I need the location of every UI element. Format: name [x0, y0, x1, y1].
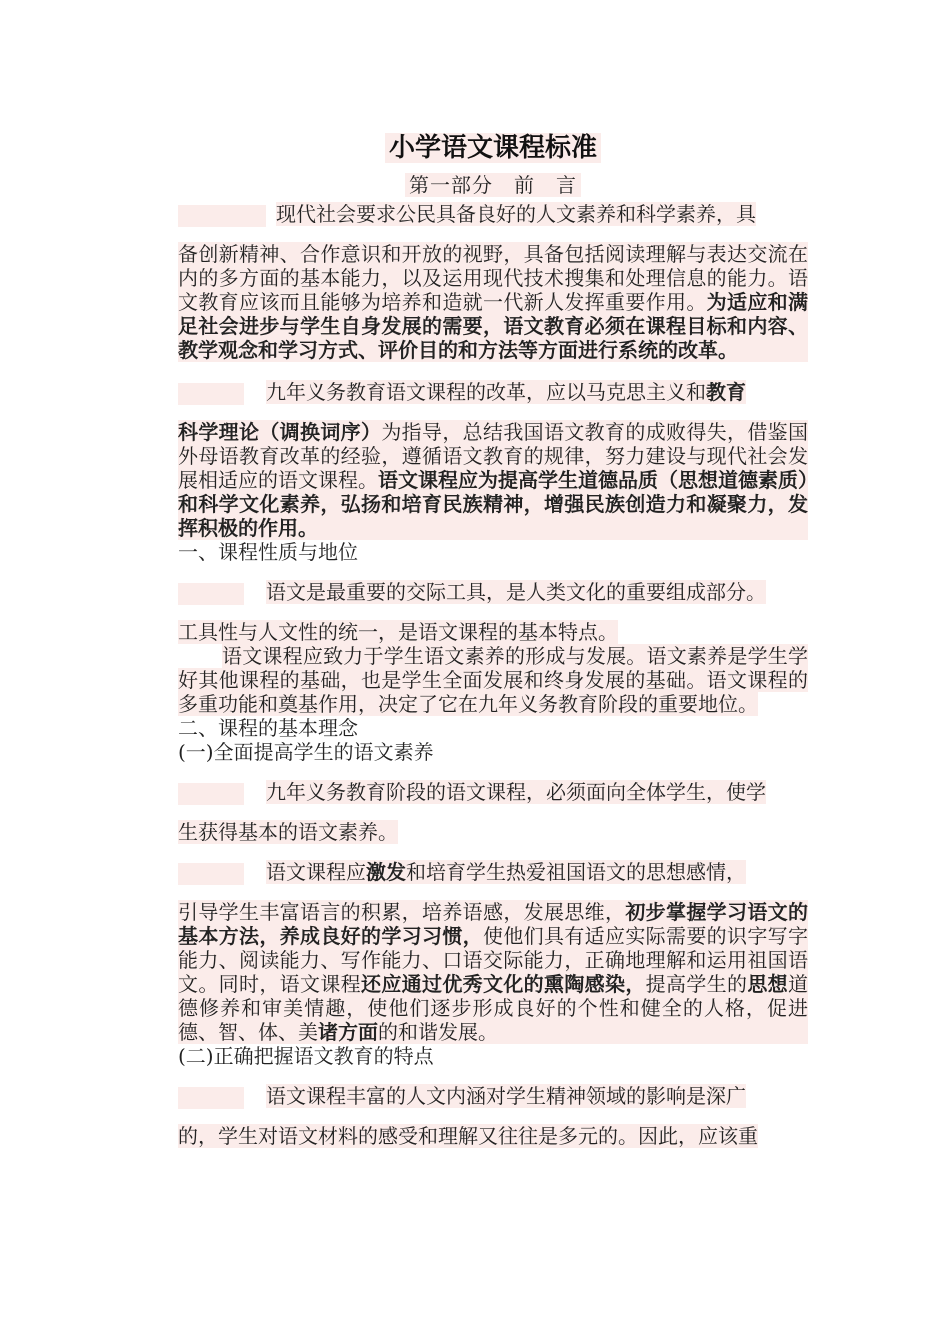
paragraph-3-line-1: 语文是最重要的交际工具，是人类文化的重要组成部分。: [266, 580, 766, 604]
paragraph-1-body-plain: 备创新精神、合作意识和开放的视野，具备包括阅读理解与表达交流在内的多方面的基本能力，以及运用现代技术搜集和处理信息的能力。语文教育应该而且能够为培养和造就一代新人发挥重要作用。: [178, 242, 808, 314]
section-heading-2: [178, 716, 808, 740]
paragraph-2-first-line: [178, 380, 808, 404]
section-heading-1: [178, 540, 808, 564]
subsection-heading-1-text: (一)全面提高学生的语文素养: [178, 740, 434, 764]
paragraph-6-r3: 使他们具有适应实际需要的识字写字能力、阅读能力、写作能力、口语交际能力，正确地理解和运用祖国语文。同时，语文课程: [178, 924, 808, 996]
paragraph-5-line-1: 九年义务教育阶段的语文课程，必须面向全体学生，使学: [266, 780, 766, 804]
paragraph-5-first-line: [178, 780, 808, 804]
paragraph-1-body-bold: 为适应和满足社会进步与学生自身发展的需要，语文教育必须在课程目标和内容、教学观念和学习方式、评价目的和方法等方面进行系统的改革。: [178, 290, 809, 362]
paragraph-7-body: [178, 1124, 808, 1148]
paragraph-6-line-1-a: 语文课程应: [266, 860, 366, 884]
paragraph-6-line-1-c: 和培育学生热爱祖国语文的思想感情，: [406, 860, 746, 884]
paragraph-7-line-1: 语文课程丰富的人文内涵对学生精神领域的影响是深广: [266, 1084, 746, 1108]
paragraph-6: [178, 860, 808, 1044]
indent-highlight: [178, 583, 244, 605]
paragraph-6-first-line: [178, 860, 808, 884]
subsection-heading-2-text: (二)正确把握语文教育的特点: [178, 1044, 434, 1068]
paragraph-1-line-1: 现代社会要求公民具备良好的人文素养和科学素养，具: [276, 202, 756, 226]
paragraph-2-line-1-plain: 九年义务教育语文课程的改革，应以马克思主义和: [266, 380, 706, 404]
paragraph-5: [178, 780, 808, 844]
paragraph-7-first-line: [178, 1084, 808, 1108]
indent-highlight: [178, 383, 244, 405]
paragraph-2-body: [178, 420, 808, 540]
indent-highlight: [178, 205, 266, 227]
paragraph-1: [178, 202, 808, 362]
document-subtitle-text: 第一部分 前 言: [405, 173, 581, 197]
paragraph-2-body-plain: 为指导，总结我国语文教育的成败得失，借鉴国外母语教育改革的经验，遵循语文教育的规律，努力建设与现代社会发展相适应的语文课程。: [178, 420, 809, 492]
paragraph-3-body-text: 工具性与人文性的统一，是语文课程的基本特点。: [178, 620, 618, 644]
paragraph-4: [178, 644, 808, 716]
paragraph-2-body-bold-end: 语文课程应为提高学生道德品质（思想道德素质）和科学文化素养，弘扬和培育民族精神，增强民族创造力和凝聚力，发挥积极的作用。: [178, 468, 808, 540]
document-subtitle: [178, 170, 808, 200]
paragraph-5-body-text: 生获得基本的语文素养。: [178, 820, 398, 844]
indent-highlight: [178, 783, 244, 805]
paragraph-4-text: 语文课程应致力于学生语文素养的形成与发展。语文素养是学生学好其他课程的基础，也是学生全面发展和终身发展的基础。语文课程的多重功能和奠基作用，决定了它在九年义务教育阶段的重要地位。: [178, 644, 808, 716]
paragraph-1-body: [178, 242, 808, 362]
section-heading-2-text: 二、课程的基本理念: [178, 716, 358, 740]
indent-highlight: [178, 863, 244, 885]
subsection-heading-1: [178, 740, 808, 764]
document-title: [178, 128, 808, 168]
paragraph-7: [178, 1084, 808, 1148]
paragraph-6-r5: 提高学生的: [645, 972, 748, 996]
subsection-heading-2: [178, 1044, 808, 1068]
paragraph-1-first-line: [178, 202, 808, 226]
paragraph-2: [178, 380, 808, 540]
paragraph-5-body: [178, 820, 808, 844]
paragraph-6-line-1-b: 激发: [366, 860, 406, 884]
paragraph-6-r2: 初步掌握学习语文的基本方法，养成良好的学习习惯，: [178, 900, 809, 948]
paragraph-3-body: [178, 620, 808, 644]
paragraph-6-r1: 引导学生丰富语言的积累，培养语感，发展思维，: [178, 900, 626, 924]
indent-highlight: [178, 1087, 244, 1109]
section-heading-1-text: 一、课程性质与地位: [178, 540, 358, 564]
paragraph-3-first-line: [178, 580, 808, 604]
paragraph-2-line-1-bold: 教育: [706, 380, 746, 404]
paragraph-7-body-text: 的，学生对语文材料的感受和理解又往往是多元的。因此，应该重: [178, 1124, 758, 1148]
paragraph-2-body-bold-start: 科学理论（调换词序）: [178, 420, 382, 444]
document-title-text: 小学语文课程标准: [385, 133, 601, 163]
paragraph-3: [178, 580, 808, 644]
document-page: [178, 128, 808, 1148]
paragraph-6-r8: 诸方面: [318, 1020, 378, 1044]
paragraph-6-r6: 思想: [747, 972, 789, 996]
paragraph-6-r4: 还应通过优秀文化的熏陶感染，: [361, 972, 646, 996]
paragraph-6-body: [178, 900, 808, 1044]
paragraph-6-r7: 道德修养和审美情趣，使他们逐步形成良好的个性和健全的人格，促进德、智、体、美: [178, 972, 809, 1044]
paragraph-6-r9: 的和谐发展。: [378, 1020, 498, 1044]
